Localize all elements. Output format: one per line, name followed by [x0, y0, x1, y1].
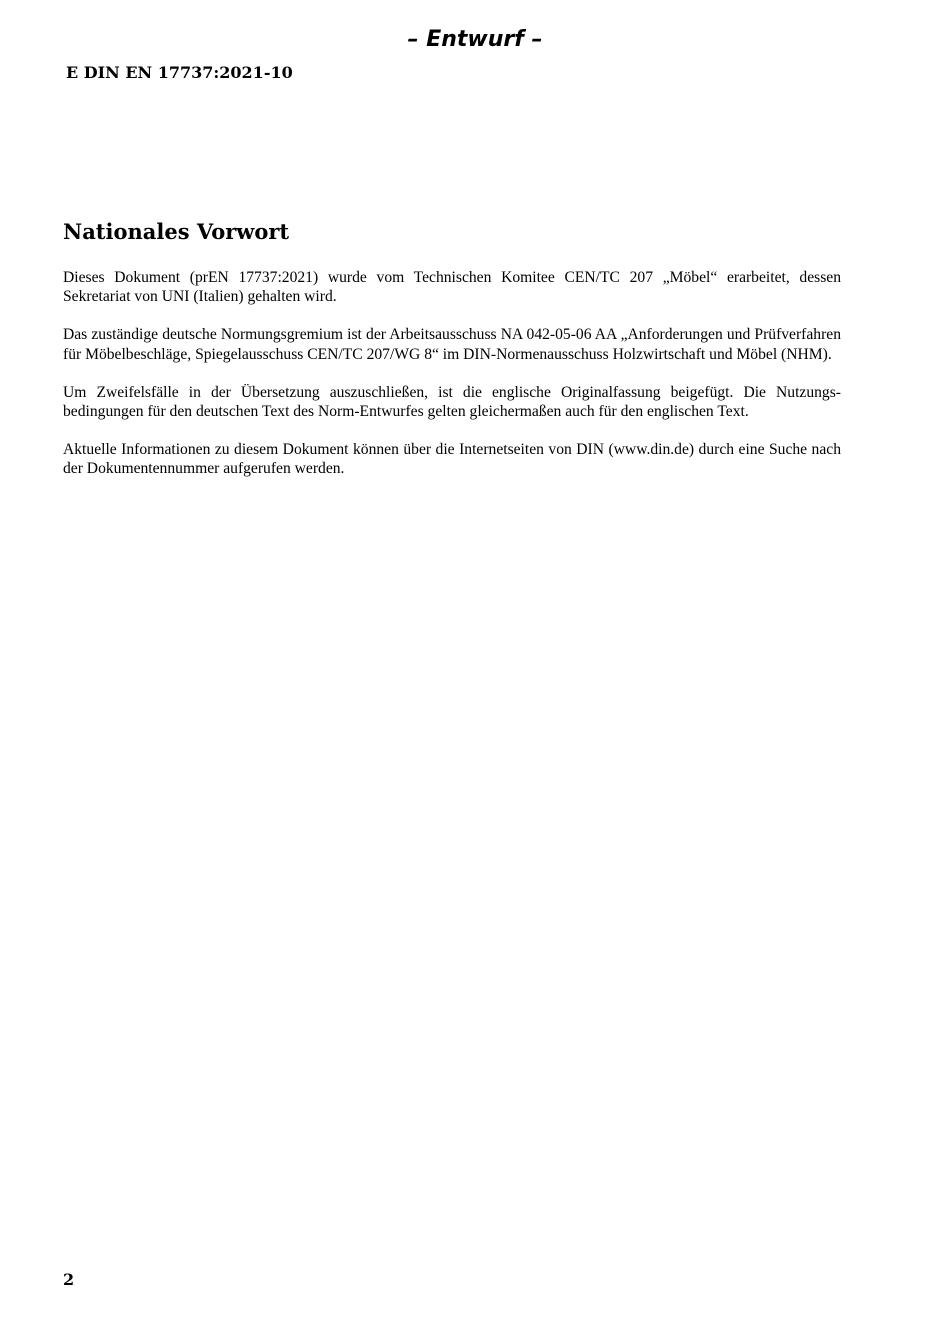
paragraph-committee: Dieses Dokument (prEN 17737:2021) wurde vom Technischen Komitee CEN/TC 207 „Möbel“ erarbeitet, dessen Sekretariat von UNI (Italien) gehalten wird.	[63, 269, 841, 306]
national-foreword-section	[63, 216, 841, 498]
draft-watermark-heading: – Entwurf –	[407, 27, 543, 52]
page-number: 2	[63, 1270, 75, 1289]
document-id: E DIN EN 17737:2021-10	[66, 63, 293, 82]
paragraph-translation-note: Um Zweifelsfälle in der Übersetzung auszuschließen, ist die englische Originalfassung beigefügt. Die Nutzungsbedingungen für den deutschen Text des Norm-Entwurfes gelten gleichermaßen auch für den englischen Text.	[63, 383, 841, 421]
paragraph-current-info: Aktuelle Informationen zu diesem Dokument können über die Internetseiten von DIN (www.din.de) durch eine Suche nach der Dokumentennummer aufgerufen werden.	[63, 441, 841, 478]
section-title: Nationales Vorwort	[63, 219, 290, 244]
paragraph-german-body: Das zuständige deutsche Normungsgremium ist der Arbeitsausschuss NA 042-05-06 AA „Anforderungen und Prüfverfahren für Möbelbeschläge, Spiegelausschuss CEN/TC 207/WG 8“ im DIN-Normenausschuss Holzwirtschaft und Möbel (NHM).	[63, 326, 841, 363]
